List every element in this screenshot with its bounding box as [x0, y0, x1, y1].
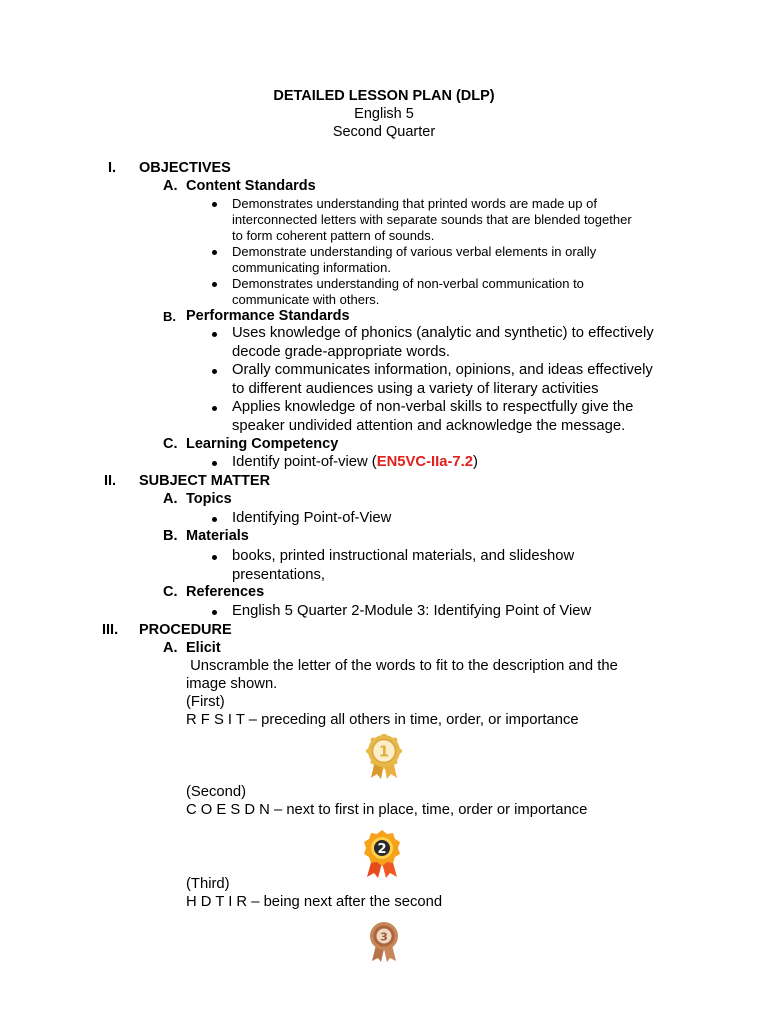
competency-item — [232, 455, 478, 470]
list-item-line: decode grade-appropriate words. — [232, 344, 450, 360]
scrambled-clue-third: H D T I R – being next after the second — [186, 894, 443, 910]
instruction-line: image shown. — [186, 676, 278, 692]
list-item-line: presentations, — [232, 567, 325, 583]
bullet-icon — [212, 369, 217, 374]
subsection-letter: A. — [163, 640, 178, 656]
list-item-line: communicating information. — [232, 260, 391, 275]
instruction-line: Unscramble the letter of the words to fit to the description and the — [186, 658, 618, 674]
list-item-line: to different audiences using a variety of literary activities — [232, 381, 599, 397]
bullet-icon — [212, 610, 217, 615]
subsection-letter: B. — [163, 528, 178, 544]
subsection-heading-content-standards: Content Standards — [186, 178, 316, 194]
list-item-line: speaker undivided attention and acknowledge the message. — [232, 418, 626, 434]
entry-label-first: (First) — [186, 694, 225, 710]
section-numeral: II. — [104, 473, 117, 489]
list-item-line: English 5 Quarter 2-Module 3: Identifying Point of View — [232, 603, 592, 619]
list-item-line: communicate with others. — [232, 292, 380, 307]
medal-number: 2 — [377, 842, 387, 857]
subsection-heading-topics: Topics — [186, 491, 232, 507]
list-item-line: Identifying Point-of-View — [232, 510, 392, 526]
subsection-heading-performance-standards: Performance Standards — [186, 308, 350, 324]
entry-label-third: (Third) — [186, 876, 230, 892]
bullet-icon — [212, 406, 217, 411]
bronze-medal-icon — [368, 921, 400, 963]
bullet-icon — [212, 202, 217, 207]
bullet-icon — [212, 517, 217, 522]
subsection-letter: C. — [163, 584, 178, 600]
gold-medal-icon — [366, 734, 402, 780]
bullet-icon — [212, 282, 217, 287]
section-heading-objectives: OBJECTIVES — [139, 160, 231, 176]
subsection-letter: A. — [163, 491, 178, 507]
subsection-heading-materials: Materials — [186, 528, 249, 544]
entry-label-second: (Second) — [186, 784, 247, 800]
scrambled-clue-first: R F S I T – preceding all others in time, order, or importance — [186, 712, 579, 728]
quarter-line: Second Quarter — [332, 124, 436, 140]
bullet-icon — [212, 332, 217, 337]
list-item-line: books, printed instructional materials, and slideshow — [232, 548, 575, 564]
medal-number: 3 — [380, 930, 388, 944]
section-heading-procedure: PROCEDURE — [139, 622, 232, 638]
list-item-line: Demonstrates understanding of non-verbal communication to — [232, 276, 584, 291]
section-heading-subject-matter: SUBJECT MATTER — [139, 473, 271, 489]
subject-line: English 5 — [354, 106, 414, 122]
scrambled-clue-second: C O E S D N – next to first in place, time, order or importance — [186, 802, 588, 818]
subsection-letter: A. — [163, 178, 178, 194]
subsection-letter: C. — [163, 436, 178, 452]
subsection-heading-learning-competency: Learning Competency — [186, 436, 339, 452]
document-title: DETAILED LESSON PLAN (DLP) — [273, 88, 495, 104]
section-numeral: I. — [108, 160, 117, 176]
subsection-letter: B. — [163, 309, 176, 324]
list-item-line: Demonstrate understanding of various verbal elements in orally — [232, 244, 597, 259]
list-item-line: Demonstrates understanding that printed words are made up of — [232, 196, 597, 211]
bullet-icon — [212, 555, 217, 560]
competency-text: Identify point-of-view ( — [232, 454, 377, 470]
list-item-line: to form coherent pattern of sounds. — [232, 228, 435, 243]
list-item-line: Applies knowledge of non-verbal skills to respectfully give the — [232, 399, 634, 415]
bullet-icon — [212, 461, 217, 466]
list-item-line: interconnected letters with separate sounds that are blended together — [232, 212, 632, 227]
competency-code: EN5VC-IIa-7.2 — [376, 454, 473, 470]
medal-number: 1 — [378, 742, 390, 761]
bullet-icon — [212, 250, 217, 255]
competency-text-end: ) — [472, 454, 478, 470]
list-item-line: Uses knowledge of phonics (analytic and synthetic) to effectively — [232, 325, 654, 341]
orange-medal-icon — [362, 829, 402, 879]
subsection-heading-references: References — [186, 584, 265, 600]
section-numeral: III. — [102, 622, 119, 638]
subsection-heading-elicit: Elicit — [186, 640, 221, 656]
list-item-line: Orally communicates information, opinions, and ideas effectively — [232, 362, 653, 378]
